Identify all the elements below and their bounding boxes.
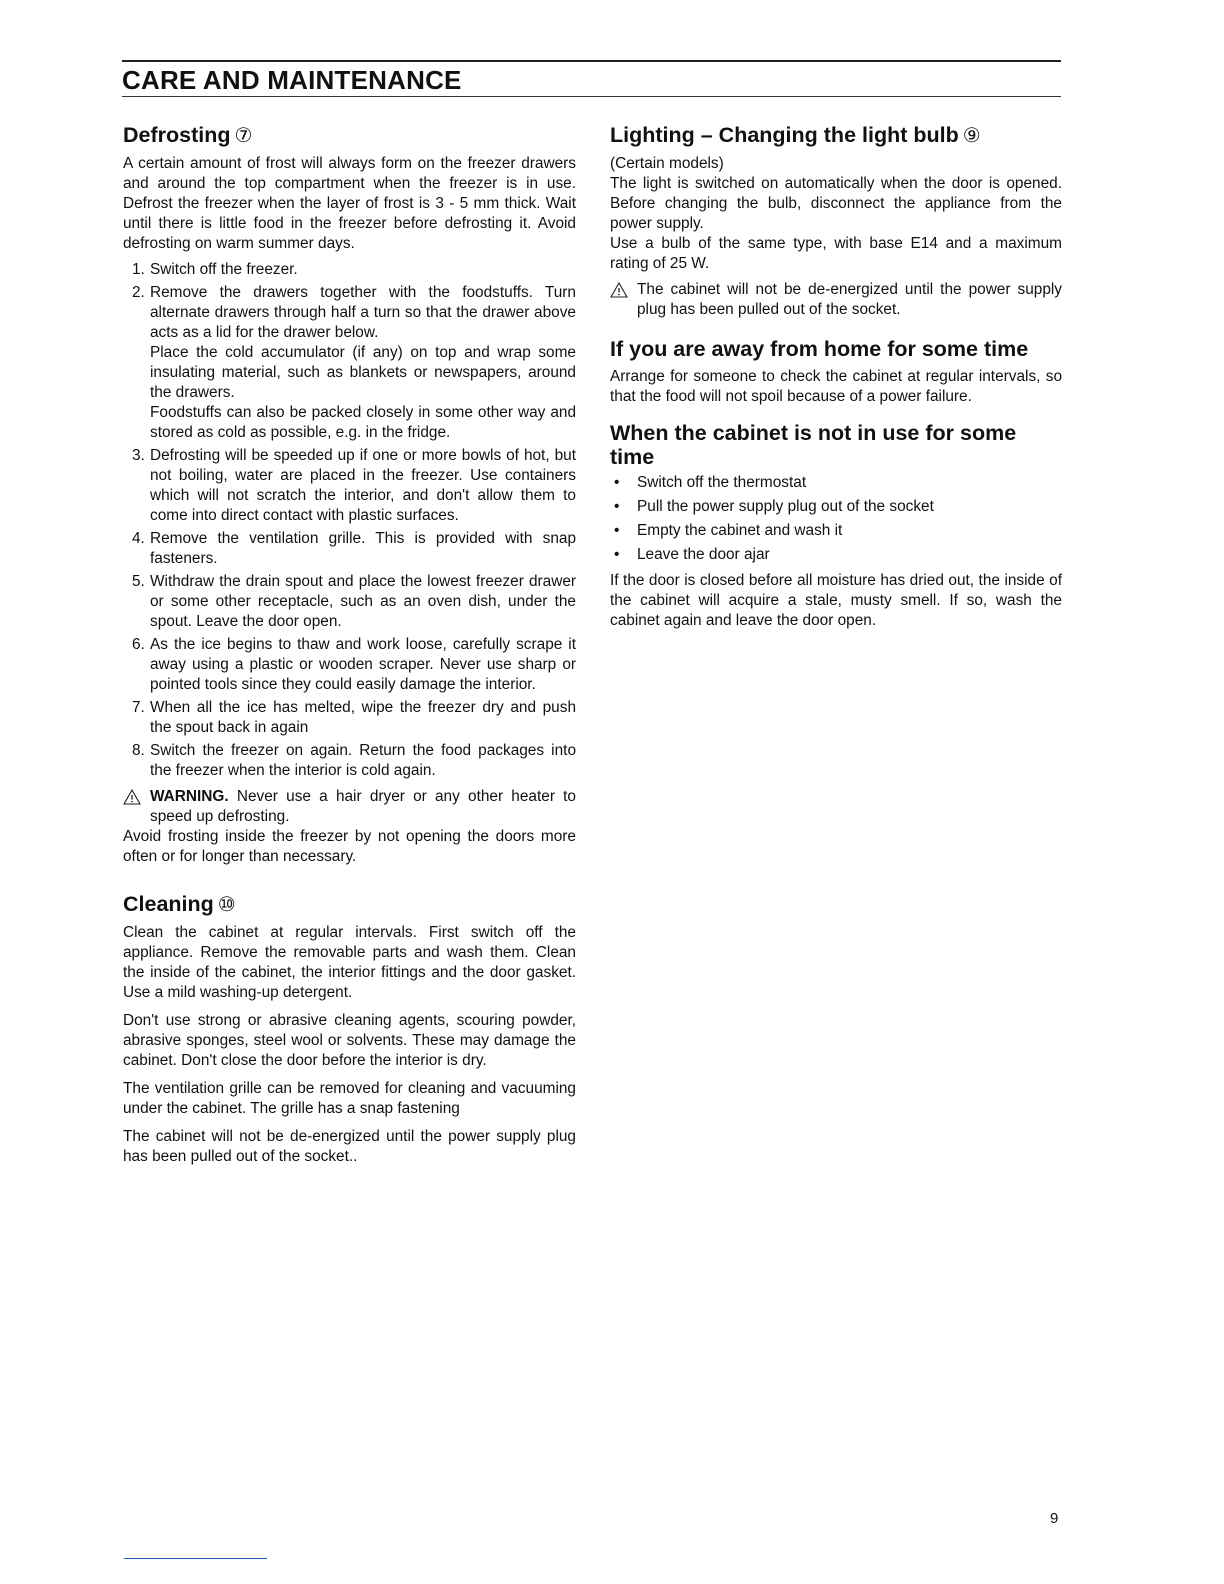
header-top-rule xyxy=(122,60,1061,62)
step-text: Remove the ventilation grille. This is provided with snap fasteners. xyxy=(150,530,576,567)
cleaning-heading-text: Cleaning xyxy=(123,892,214,916)
lighting-section xyxy=(610,120,1062,320)
step-number: 4. xyxy=(132,530,145,547)
defrosting-figure-badge: ⑦ xyxy=(234,125,253,147)
step-subtext: Foodstuffs can also be packed closely in some other way and stored as cold as possible, e.g. in the fridge. xyxy=(150,404,576,441)
step-number: 2. xyxy=(132,284,145,301)
page-title: CARE AND MAINTENANCE xyxy=(122,65,462,95)
cleaning-paragraph: Clean the cabinet at regular intervals. First switch off the appliance. Remove the removable parts and wash them. Clean the inside of the cabinet, the interior fittings and the door gasket. Use a mild washing-up detergent. xyxy=(123,924,576,1001)
not-in-use-list xyxy=(610,473,1062,565)
away-heading: If you are away from home for some time xyxy=(610,337,1029,361)
step-text: Withdraw the drain spout and place the lowest freezer drawer or some other receptacle, such as an oven dish, under the spout. Leave the door open. xyxy=(150,573,576,630)
step-item xyxy=(123,283,576,443)
step-item xyxy=(123,446,576,526)
step-text: Defrosting will be speeded up if one or more bowls of hot, but not boiling, water are placed in the freezer. Use containers which will not scratch the interior, and don't allow them to come into direct contact with plastic surfaces. xyxy=(150,447,576,524)
list-item xyxy=(610,497,1062,517)
footer-rule xyxy=(124,1558,267,1559)
step-number: 8. xyxy=(132,742,145,759)
not-in-use-paragraph: If the door is closed before all moisture has dried out, the inside of the cabinet will acquire a stale, musty smell. If so, wash the cabinet again and leave the door open. xyxy=(610,572,1062,629)
cleaning-paragraph: The ventilation grille can be removed for cleaning and vacuuming under the cabinet. The grille has a snap fastening xyxy=(123,1080,576,1117)
list-item-text: Switch off the thermostat xyxy=(637,474,807,491)
lighting-note: (Certain models) xyxy=(610,155,724,172)
defrosting-closing: Avoid frosting inside the freezer by not opening the doors more often or for longer than necessary. xyxy=(123,828,576,865)
step-item xyxy=(123,635,576,695)
away-paragraph: Arrange for someone to check the cabinet at regular intervals, so that the food will not spoil because of a power failure. xyxy=(610,368,1062,405)
defrosting-heading xyxy=(123,120,576,151)
warning-text: Never use a hair dryer or any other heater to speed up defrosting. xyxy=(150,788,576,825)
section-spacer xyxy=(123,867,576,889)
step-number: 5. xyxy=(132,573,145,590)
step-item xyxy=(123,260,576,280)
list-item-text: Pull the power supply plug out of the socket xyxy=(637,498,934,515)
step-item xyxy=(123,698,576,738)
step-text: As the ice begins to thaw and work loose, carefully scrape it away using a plastic or wooden scraper. Never use sharp or pointed tools since they could easily damage the interior. xyxy=(150,636,576,693)
defrosting-section xyxy=(123,120,576,867)
away-section xyxy=(610,334,1062,407)
header-bottom-rule xyxy=(122,96,1061,97)
step-item xyxy=(123,572,576,632)
warning-triangle-icon xyxy=(610,282,628,298)
lighting-paragraph: The light is switched on automatically when the door is opened. Before changing the bulb, disconnect the appliance from the power supply. xyxy=(610,175,1062,232)
step-item xyxy=(123,529,576,569)
list-item-text: Leave the door ajar xyxy=(637,546,770,563)
lighting-heading xyxy=(610,120,1062,151)
list-item xyxy=(610,545,1062,565)
step-number: 6. xyxy=(132,636,145,653)
defrosting-steps xyxy=(123,260,576,781)
left-column xyxy=(123,120,576,1167)
cleaning-heading xyxy=(123,889,576,920)
cleaning-paragraph: The cabinet will not be de-energized until the power supply plug has been pulled out of the socket.. xyxy=(123,1128,576,1165)
step-subtext: Place the cold accumulator (if any) on top and wrap some insulating material, such as blankets or newspapers, around the drawers. xyxy=(150,344,576,401)
cleaning-paragraph: Don't use strong or abrasive cleaning agents, scouring powder, abrasive sponges, steel wool or solvents. These may damage the cabinet. Don't close the door before the interior is dry. xyxy=(123,1012,576,1069)
list-item xyxy=(610,521,1062,541)
defrosting-intro: A certain amount of frost will always form on the freezer drawers and around the top compartment when the freezer is in use. Defrost the freezer when the layer of frost is 3 - 5 mm thick. Wait until there is little food in the freezer before defrosting it. Avoid defrosting on warm summer days. xyxy=(123,155,576,252)
section-spacer xyxy=(610,407,1062,421)
warning-label: WARNING. xyxy=(150,788,229,805)
lighting-heading-text: Lighting – Changing the light bulb xyxy=(610,123,959,147)
not-in-use-section xyxy=(610,421,1062,631)
step-number: 3. xyxy=(132,447,145,464)
section-spacer xyxy=(610,320,1062,334)
bullet-icon: • xyxy=(614,498,620,515)
defrosting-heading-text: Defrosting xyxy=(123,123,231,147)
lighting-figure-badge: ⑨ xyxy=(962,125,981,147)
list-item xyxy=(610,473,1062,493)
step-text: Switch off the freezer. xyxy=(150,261,298,278)
step-text: When all the ice has melted, wipe the freezer dry and push the spout back in again xyxy=(150,699,576,736)
step-item xyxy=(123,741,576,781)
step-text: Remove the drawers together with the foodstuffs. Turn alternate drawers through half a turn so that the drawer above acts as a lid for the drawer below. xyxy=(150,284,576,341)
warning-text: The cabinet will not be de-energized until the power supply plug has been pulled out of the socket. xyxy=(637,281,1062,318)
not-in-use-heading: When the cabinet is not in use for some time xyxy=(610,421,1017,469)
step-number: 7. xyxy=(132,699,145,716)
step-text: Switch the freezer on again. Return the food packages into the freezer when the interior is cold again. xyxy=(150,742,576,779)
list-item-text: Empty the cabinet and wash it xyxy=(637,522,843,539)
lighting-paragraph: Use a bulb of the same type, with base E14 and a maximum rating of 25 W. xyxy=(610,235,1062,272)
cleaning-section xyxy=(123,889,576,1167)
bullet-icon: • xyxy=(614,474,620,491)
warning-triangle-icon xyxy=(123,789,141,805)
cleaning-figure-badge: ⑩ xyxy=(217,894,236,916)
bullet-icon: • xyxy=(614,522,620,539)
defrosting-warning xyxy=(123,787,576,827)
right-column xyxy=(610,120,1062,631)
bullet-icon: • xyxy=(614,546,620,563)
lighting-warning xyxy=(610,280,1062,320)
step-number: 1. xyxy=(132,261,145,278)
page-number: 9 xyxy=(1050,1510,1059,1527)
